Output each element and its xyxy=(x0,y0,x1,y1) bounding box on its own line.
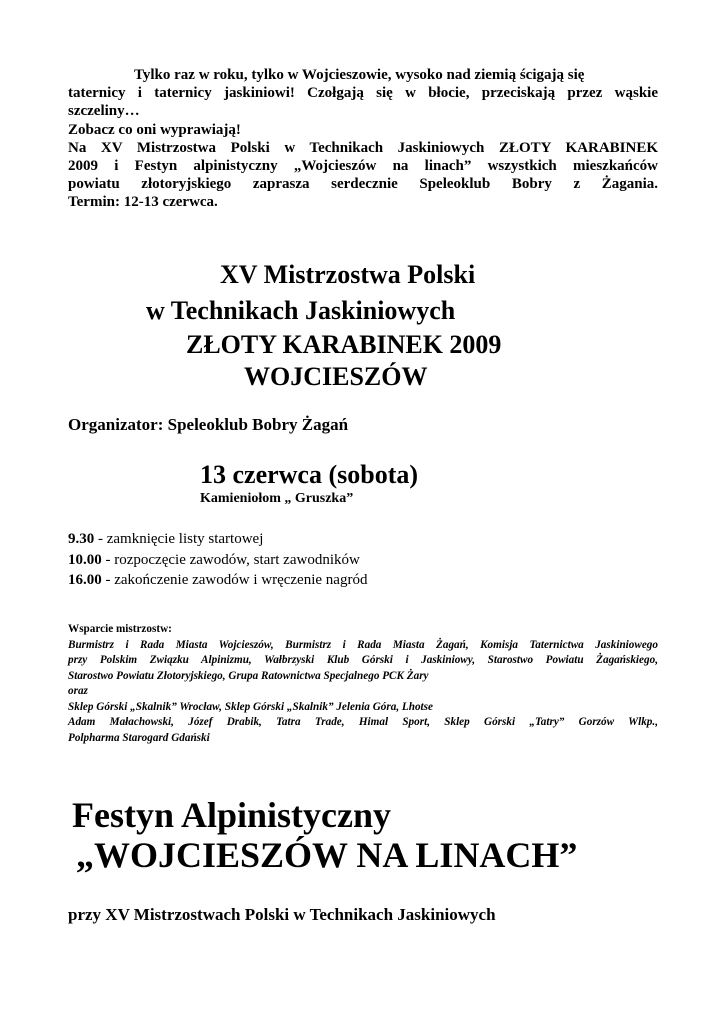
schedule-item xyxy=(68,550,367,571)
schedule-text: - rozpoczęcie zawodów, start zawodników xyxy=(101,551,360,568)
support-line: Starostwo Powiatu Złotoryjskiego, Grupa Ratownictwa Specjalnego PCK Żary xyxy=(68,669,429,682)
organizer: Organizator: Speleoklub Bobry Żagań xyxy=(68,415,349,434)
intro-line: taternicy i taternicy jaskiniowi! Czołgają się w błocie, przeciskają przez wąskie xyxy=(68,85,658,102)
intro-line: Zobacz co oni wyprawiają! xyxy=(68,121,241,138)
support-line: Sklep Górski „Skalnik” Wrocław, Sklep Górski „Skalnik” Jelenia Góra, Lhotse xyxy=(68,700,433,713)
support-line: Burmistrz i Rada Miasta Wojcieszów, Burmistrz i Rada Miasta Żagań, Komisja Taternictwa Jaskiniowego xyxy=(68,638,658,651)
intro-line: szczeliny… xyxy=(68,103,140,120)
festival-subtitle: przy XV Mistrzostwach Polski w Technikach Jaskiniowych xyxy=(68,905,496,924)
location-title: WOJCIESZÓW xyxy=(244,362,428,391)
intro-line: 2009 i Festyn alpinistyczny „Wojcieszów na linach” wszystkich mieszkańców xyxy=(68,158,658,175)
support-label: Wsparcie mistrzostw: xyxy=(68,623,172,635)
schedule-text: - zamknięcie listy startowej xyxy=(94,531,264,547)
intro-paragraph xyxy=(68,66,658,212)
support-line: oraz xyxy=(68,685,88,697)
event-date: 13 czerwca (sobota) xyxy=(200,460,419,489)
schedule-time: 16.00 xyxy=(68,572,102,588)
festival-name: „WOJCIESZÓW NA LINACH” xyxy=(76,835,578,875)
schedule-item xyxy=(68,529,367,550)
championship-title: XV Mistrzostwa Polski xyxy=(220,260,476,289)
championship-subtitle: w Technikach Jaskiniowych xyxy=(146,296,456,325)
support-line: Adam Małachowski, Józef Drabik, Tatra Trade, Himal Sport, Sklep Górski „Tatry” Gorzów Wlkp., xyxy=(68,716,658,728)
event-place: Kamieniołom „ Gruszka” xyxy=(200,491,354,506)
intro-line: Tylko raz w roku, tylko w Wojcieszowie, wysoko nad ziemią ścigają się xyxy=(134,67,585,83)
schedule-time: 9.30 xyxy=(68,531,95,547)
schedule-item xyxy=(68,570,367,591)
support-section xyxy=(68,622,658,746)
support-line: przy Polskim Związku Alpinizmu, Wałbrzyski Klub Górski i Jaskiniowy, Starostwo Powiatu Żagańskiego, xyxy=(68,654,658,666)
award-title: ZŁOTY KARABINEK 2009 xyxy=(186,330,502,359)
support-line: Polpharma Starogard Gdański xyxy=(68,731,210,744)
festival-title: Festyn Alpinistyczny xyxy=(72,795,392,835)
schedule-text: - zakończenie zawodów i wręczenie nagród xyxy=(101,572,368,588)
schedule-time: 10.00 xyxy=(68,551,102,568)
intro-line: Termin: 12-13 czerwca. xyxy=(68,194,218,211)
intro-line: Na XV Mistrzostwa Polski w Technikach Jaskiniowych ZŁOTY KARABINEK xyxy=(68,139,658,156)
schedule xyxy=(68,529,367,591)
intro-line: powiatu złotoryjskiego zaprasza serdecznie Speleoklub Bobry z Żagania. xyxy=(68,176,658,193)
